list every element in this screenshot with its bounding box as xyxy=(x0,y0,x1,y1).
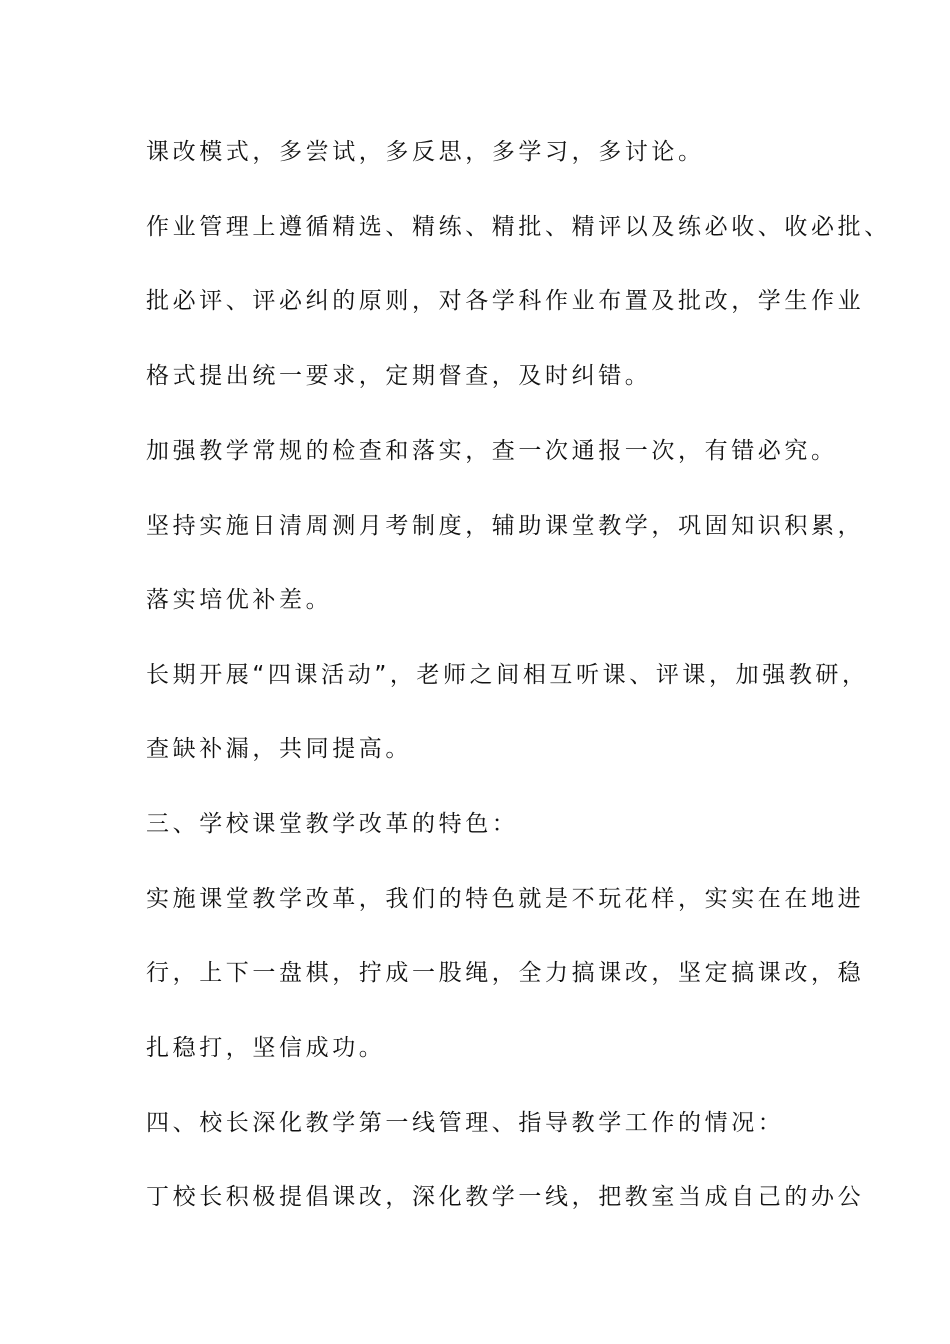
text-line: 丁校长积极提倡课改，深化教学一线，把教室当成自己的办公 xyxy=(146,1184,865,1210)
text-line: 查缺补漏，共同提高。 xyxy=(146,736,412,762)
text-line: 扎稳打，坚信成功。 xyxy=(146,1035,386,1061)
section-heading: 三、学校课堂教学改革的特色： xyxy=(146,811,519,837)
text-line: 课改模式，多尝试，多反思，多学习，多讨论。 xyxy=(146,139,705,165)
text-line: 格式提出统一要求，定期督查，及时纠错。 xyxy=(146,363,652,389)
text-line: 实施课堂教学改革，我们的特色就是不玩花样，实实在在地进 xyxy=(146,886,865,912)
text-line: 作业管理上遵循精选、精练、精批、精评以及练必收、收必批、 xyxy=(146,214,891,240)
text-line: 落实培优补差。 xyxy=(146,587,333,613)
text-line: 加强教学常规的检查和落实，查一次通报一次，有错必究。 xyxy=(146,438,838,464)
text-line: 批必评、评必纠的原则，对各学科作业布置及批改，学生作业 xyxy=(146,288,865,314)
section-heading: 四、校长深化教学第一线管理、指导教学工作的情况： xyxy=(146,1110,785,1136)
text-line: 行，上下一盘棋，拧成一股绳，全力搞课改，坚定搞课改，稳 xyxy=(146,960,865,986)
text-line: 坚持实施日清周测月考制度，辅助课堂教学，巩固知识积累， xyxy=(146,513,865,539)
text-line: 长期开展“四课活动”，老师之间相互听课、评课，加强教研， xyxy=(146,662,869,688)
